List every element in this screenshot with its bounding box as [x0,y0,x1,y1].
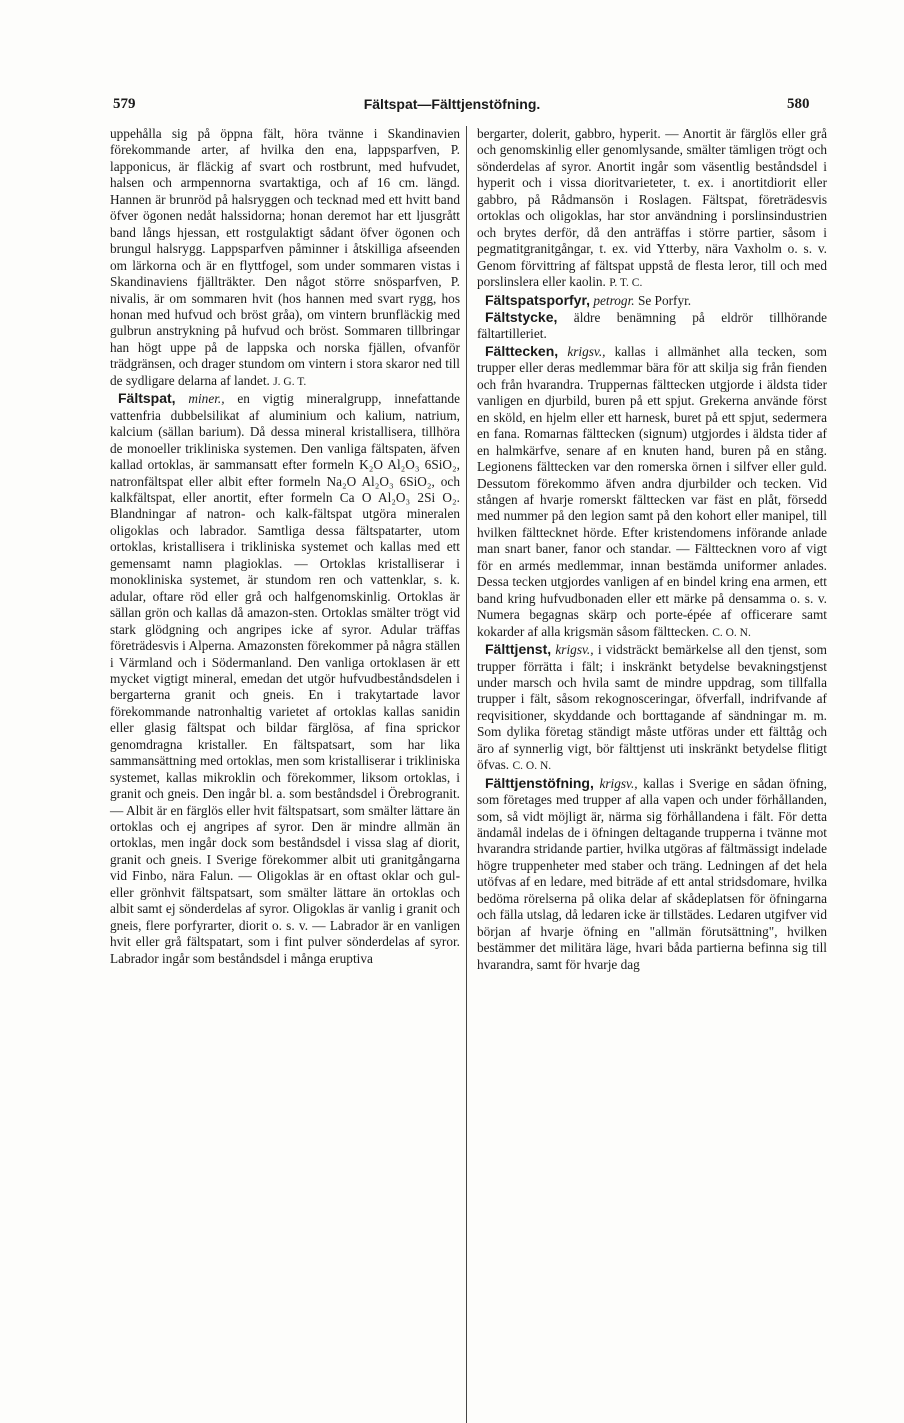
entry-abbreviation: miner., [188,391,225,407]
entry [477,775,827,973]
entry-headword: Fältspat, [118,390,176,407]
entry-text: kallas i allmänhet alla tecken, som trupper eller deras medlemmar bära för att skilja sig från fienden och från hvarandra. Truppernas fälttecken utgjorde i äldsta tider vanligen en djurbild, buren på ett spjut. Grekerna använde först en sköld, en hjelm eller ett harnesk, buret på ett spjut, sedermera en fana. Romarnas fälttecken (signum) utgjordes i äldsta tider af en halmkärfve, senare af en knuten hand, buren på en stång. Legionens fälttecken var den romerska örnen i silfver eller guld. Dessutom förekommo äfven andra djurbilder och tecken. Vid stången af hvarje romerskt fälttecken var fäst en plåt, försedd med nummer på den legion samt på den kohort eller manipel, till hvilken fälttecknet hörde. Efter kristendomens införande anlade man snart baner, fanor och standar. — Fälttecknen voro af vigt för en armés medlemmar, innan bestämda uniformer anlades. Dessa tecken utgjordes vanligen af en bindel kring ena armen, ett band kring hufvudbonaden eller ett märke på densamma o. s. v. Numera begagnas skärp och porte-épée af officerare samt kokarder af alla krigsmän såsom fälttecken. [477,343,828,639]
entry-text: äldre benämning på eldrör tillhörande fältartilleriet. [477,309,828,342]
entry-text: kallas i Sverige en sådan öfning, som företages med trupper af alla vapen och under förhållanden, som, så vidt möjligt är, närma sig förhållandena i fält. För detta ändamål indelas de i öfningen deltagande trupperna i tvänne mot hvarandra stridande partier, hvilka utgöras af fältmässigt indelade högre truppenheter med staber och träng. Ledningen af det hela utöfvas af en ledare, med biträde af ett antal stridsdomare, hvilka bedöma rörelserna på olika delar af skådeplatsen för öfningarna och fälla utslag, då ledaren icke är tillstädes. Ledaren utgifver vid början af hvarje öfning en "allmän förutsättning", hvilken bestämmer det militära läge, hvari båda partierna befinna sig till hvarandra, samt för hvarje dag [477,775,828,972]
entry-abbreviation: krigsv., [555,642,594,658]
page-number-left: 579 [113,96,136,112]
entry-text: Se Porfyr. [637,292,692,308]
column-divider [466,126,467,1423]
entry [477,343,827,641]
entry [477,292,827,309]
entry-text: bergarter, dolerit, gabbro, hyperit. — Anortit är färglös eller grå och genomskinlig eller genomlysande, smälter tämligen trögt och sönderdelas af syror. Anortit ingår som väsentlig beståndsdel i hyperit och i vissa dioritvarieteter, t. ex. i anortitdiorit eller gabbro, på Rådmansön i Roslagen. Fältspat, företrädesvis ortoklas och oligoklas, har stor användning i porslinsindustrien och brytes derför, då den anträffas i större partier, såsom i pegmatitgranitgångar, t. ex. vid Ytterby, nära Vaxholm o. s. v. Genom förvittring af fältspat uppstå de flesta leror, till och med porslinslera eller kaolin. [477,126,827,290]
left-column [110,126,460,967]
entry-headword: Fältspatsporfyr, [485,291,591,308]
entry-abbreviation: krigsv., [567,343,606,359]
paragraph [477,126,827,292]
entry-headword: Fälttecken, [485,342,559,359]
paragraph [110,126,460,390]
entry-headword: Fälttjenstöfning, [485,774,594,791]
entry-text: i vidsträckt bemärkelse all den tjenst, som trupper förrätta i fält; i inskränkt betydelse bevakningstjenst under marsch och hvila samt de mindre uppdrag, som tillfalla trupper i fält, såsom rekognosceringar, öfverfall, indrifvande af reqvisitioner, skyddande och borttagande af sändningar m. m. Som dylika företag ständigt måste utföras under ett fälttåg och äro af synnerlig vigt, bör fälttjenst uti inskränkt betydelse flitigt öfvas. [477,642,827,773]
entry [110,390,460,967]
entry [477,641,827,775]
entry-abbreviation: petrogr. [593,292,635,308]
running-title: Fältspat—Fälttjenstöfning. [363,96,541,112]
entry-text: uppehålla sig på öppna fält, höra tvänne i Skandinavien förekommande arter, af hvilka den ena, lappsparfven, P. lapponicus, är fläckig af svart och rostbrunt, med hufvudet, halsen och armpennorna svartaktiga, och af 16 cm. längd. Hannen är brunröd på halsryggen och tecknad med ett hvitt band öfver ögonen nedåt halssidorna; honan deremot har ett ljusgrått band långs hjessan, ett rostgulaktigt sådant öfver ögonen och brungul halsrygg. Lappsparfven påminner i åtskilliga afseenden om lärkorna och är en flyttfogel, som under sommaren vistas i Skandinaviens fjällträkter. Den något större snösparfven, P. nivalis, är om sommaren hvit (hos hannen med svart rygg, hos honan med hufvud och bröst gråa), om vintern brunfläckig med gulbrun anstrykning på hufvud och bröst. Sommaren tillbringar han högt uppe på de lappska och norska fjällen, ofvanför trädgränsen, och drager stundom om vintern i stora skaror ned till de sydligare delarna af landet. [110,126,460,388]
entry-headword: Fälttjenst, [485,641,552,658]
author-signature: C. O. N. [512,760,552,773]
author-signature: J. G. T. [273,375,307,388]
page-number-right: 580 [787,96,810,112]
entry-text: en vigtig mineralgrupp, innefattande vattenfria dubbelsilikat af aluminium och kalium, natrium, kalcium (sällan barium). Då dessa mineral kristallisera, tillhöra de monoeller trikliniska systemen. Den vanliga fältspaten, äfven kallad ortoklas, är sammansatt efter formeln K₂O Al₂O₃ 6SiO₂, natronfältspat eller albit efter formeln Na₂O Al₂O₃ 6SiO₂, och kalkfältspat, eller anortit, efter formeln Ca O Al₂O₃ 2Si O₂. Blandningar af natron- och kalk-fältspat utgöra mineralen oligoklas och labrador. Samtliga dessa fältspatarter, utom ortoklas, kristallisera i trikliniska systemet och kallas med ett gemensamt namn plagioklas. — Ortoklas kristalliserar i monokliniska systemet, är stundom ren och vattenklar, s. k. adular, oftare röd eller grå och halfgenomskinlig. Ortoklas är sällan grön och kallas då amazon-sten. Ortoklas smälter trögt vid stark glödgning och angripes icke af syror. Adular träffas företrädesvis i Alperna. Amazonsten förekommer på några ställen i Värmland och i Södermanland. Den vanliga ortoklasen är ett mycket vigtigt mineral, emedan det utgör hufvudbeståndsdelen i bergarterna granit och gneis. En i trakytartade lavor förekommande natronhaltig varietet af ortoklas kallas sanidin eller glasig fältspat och bildar färglösa, af fina sprickor genomdragna kristaller. En fältspatsart, som har lika sammansättning med ortoklas, men som kristalliserar i trikliniska systemet, kallas mikroklin och förekommer, liksom ortoklas, i granit och gneis. Den ingår bl. a. som beståndsdel i Örebrogranit. — Albit är en färglös eller hvit fältspatsart, som smälter lättare än ortoklas och ej angripes af syror. Den är mindre allmän än ortoklas, men ingår dock som beståndsdel i vissa slag af diorit, granit och gneis. I Sverige förekommer albit uti granitgångarna vid Finbo, nära Falun. — Oligoklas är en oftast oklar och gul- eller grönhvit fältspatsart, som smälter lättare än ortoklas och albit samt ej sönderdelas af syror. Oligoklas är vanlig i granit och gneis, flere porfyrarter, diorit o. s. v. — Labrador är en vanligen hvit eller grå fältspatart, som i fint pulver sönderdelas af syror. Labrador ingår som beståndsdel i många eruptiva [110,391,460,966]
entry-headword: Fältstycke, [485,308,558,325]
author-signature: P. T. C. [609,277,643,290]
entry-abbreviation: krigsv., [599,775,638,791]
right-column [477,126,827,973]
author-signature: C. O. N. [712,626,751,639]
entry [477,309,827,343]
